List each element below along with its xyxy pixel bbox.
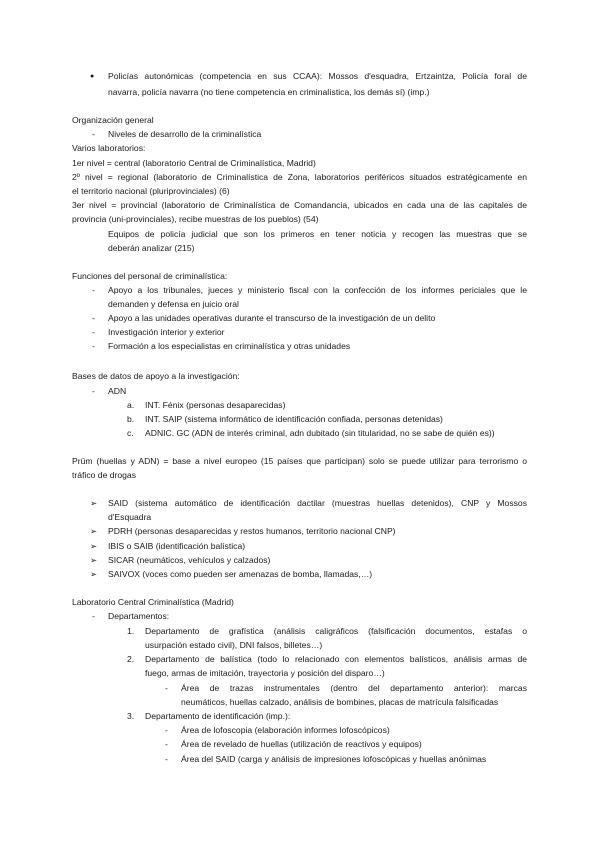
- arrow-icon: ➢: [90, 555, 98, 565]
- policias-line-2: navarra, policía navarra (no tiene competencia en criminalística, los demás sí) (imp.): [108, 87, 430, 97]
- arrow-icon: ➢: [90, 526, 98, 536]
- base-item: INT. SAIP (sistema informático de identificación confiada, personas detenidas): [145, 414, 443, 424]
- funcion-3: Investigación interior y exterior: [108, 327, 225, 337]
- laboratorio-heading: Laboratorio Central Criminalística (Madrid): [72, 597, 234, 607]
- base-item: ADNIC. GC (ADN de interés criminal, adn dubitado (sin titularidad, no se sabe de quién es)): [145, 428, 495, 438]
- list-marker: b.: [127, 414, 135, 424]
- dash-marker: -: [92, 285, 95, 295]
- said-line-2: d'Esquadra: [108, 512, 152, 522]
- nivel-3-line-2: provincia (uni-provinciales), recibe muestras de los pueblos) (54): [72, 214, 319, 224]
- dept-1-line-1: Departamento de grafística (análisis caligráficos (falsificación documentos, estafas o: [145, 626, 527, 636]
- funcion-2: Apoyo a las unidades operativas durante el transcurso de la investigación de un delito: [108, 313, 436, 323]
- dept-2-sub-line-2: neumáticos, huellas calzado, análisis de bombines, placas de matrícula falsificadas: [181, 697, 499, 707]
- dept-3-sub-2: Área de revelado de huellas (utilización de reactivos y equipos): [181, 739, 422, 749]
- dash-marker: -: [92, 327, 95, 337]
- dept-2-sub-line-1: Área de trazas instrumentales (dentro del departamento anterior): marcas: [181, 683, 527, 693]
- equipos-line-2: deberán analizar (215): [108, 243, 195, 253]
- dash-marker: -: [92, 313, 95, 323]
- pdrh-item: PDRH (personas desaparecidas y restos humanos, territorio nacional CNP): [108, 526, 396, 536]
- dept-2-line-2: fuego, armas de imitación, trayectoria y posición del disparo…): [145, 668, 385, 678]
- dash-marker: -: [92, 129, 95, 139]
- dash-marker: -: [92, 611, 95, 621]
- base-item: INT. Fénix (personas desaparecidas): [145, 400, 286, 410]
- dept-3-sub-3: Área del SAID (carga y análisis de impresiones lofoscópicas y huellas anónimas: [181, 754, 487, 764]
- departamentos-label: Departamentos:: [108, 611, 170, 621]
- funcion-1-line-2: demanden y defensa en juicio oral: [108, 299, 239, 309]
- adn-label: ADN: [108, 386, 127, 396]
- list-marker: c.: [127, 428, 134, 438]
- prum-line-2: tráfico de drogas: [72, 470, 137, 480]
- policias-line-1: Policías autonómicas (competencia en sus CCAA): Mossos d'esquadra, Ertzaintza, Policía foral de: [108, 71, 527, 81]
- list-marker: a.: [127, 400, 135, 410]
- nivel-2-line-2: el territorio nacional (pluriprovinciales) (6): [72, 186, 230, 196]
- equipos-line-1: Equipos de policía judicial que son los primeros en tener noticia y recogen las muestras que se: [108, 229, 527, 239]
- dash-marker: -: [165, 739, 168, 749]
- nivel-1: 1er nivel = central (laboratorio Central de Criminalística, Madrid): [72, 158, 316, 168]
- bullet-icon: ●: [90, 73, 95, 80]
- said-line-1: SAID (sistema automático de identificación dactilar (muestras huellas detenidos), CNP y Mossos: [108, 498, 527, 508]
- arrow-icon: ➢: [90, 541, 98, 551]
- saivox-item: SAIVOX (voces como pueden ser amenazas de bomba, llamadas,…): [108, 569, 373, 579]
- funciones-heading: Funciones del personal de criminalística:: [72, 271, 228, 281]
- dash-marker: -: [165, 754, 168, 764]
- funcion-1-line-1: Apoyo a los tribunales, jueces y ministerio fiscal con la confección de los informes periciales que le: [108, 285, 527, 295]
- dash-marker: -: [92, 341, 95, 351]
- list-marker: 2.: [127, 654, 135, 664]
- niveles-text: Niveles de desarrollo de la criminalística: [108, 129, 262, 139]
- list-marker: 3.: [127, 711, 135, 721]
- bases-heading: Bases de datos de apoyo a la investigación:: [72, 371, 240, 381]
- ibis-item: IBIS o SAIB (identificación balística): [108, 541, 246, 551]
- arrow-icon: ➢: [90, 498, 98, 508]
- sicar-item: SICAR (neumáticos, vehículos y calzados): [108, 555, 271, 565]
- dept-3-sub-1: Área de lofoscopia (elaboración informes lofoscópicos): [181, 725, 390, 735]
- dash-marker: -: [165, 683, 168, 693]
- list-marker: 1.: [127, 626, 135, 636]
- funcion-4: Formación a los especialistas en criminalística y otras unidades: [108, 341, 351, 351]
- prum-line-1: Prüm (huellas y ADN) = base a nivel europeo (15 países que participan) solo se puede utilizar para terrorismo o: [72, 456, 527, 466]
- varios-laboratorios: Varios laboratorios:: [72, 143, 146, 153]
- dash-marker: -: [92, 386, 95, 396]
- dept-3: Departamento de identificación (imp.):: [145, 711, 291, 721]
- dash-marker: -: [165, 725, 168, 735]
- dept-2-line-1: Departamento de balística (todo lo relacionado con elementos balísticos, análisis armas de: [145, 654, 527, 664]
- nivel-3-line-1: 3er nivel = provincial (laboratorio de Criminalística de Comandancia, ubicados en cada una de las capitales de: [72, 200, 527, 210]
- dept-1-line-2: usurpación estado civil), DNI falsos, billetes…): [145, 640, 323, 650]
- nivel-2-line-1: 2º nivel = regional (laboratorio de Criminalística de Zona, laboratorios periféricos situados estratégicamente en: [72, 172, 527, 182]
- organizacion-heading: Organización general: [72, 115, 154, 125]
- arrow-icon: ➢: [90, 569, 98, 579]
